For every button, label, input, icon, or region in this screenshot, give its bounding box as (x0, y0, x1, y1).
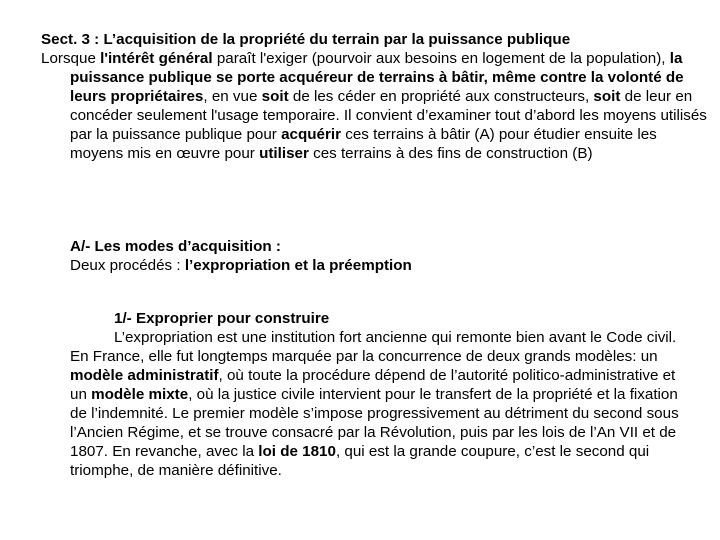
section-a-title (70, 237, 680, 256)
intro-text: ces terrains à bâtir (A) pour étudier ensuite les moyens mis en œuvre pour (70, 126, 657, 162)
section-a (70, 237, 680, 275)
subsection-1-emphasis: modèle administratif (70, 367, 219, 384)
intro-emphasis: soit (593, 88, 621, 105)
intro-text: ces terrains à des fins de construction (B) (308, 145, 593, 162)
section-a-line (70, 256, 680, 275)
section-a-emphasis: l’expropriation et la préemption (184, 257, 412, 274)
intro-paragraph (41, 49, 710, 163)
intro-text: , en vue (203, 88, 262, 105)
subsection-1-emphasis: modèle mixte (91, 386, 189, 403)
subsection-1-emphasis: loi de 1810 (258, 443, 336, 460)
intro-text: de les céder en propriété aux constructeurs, (288, 88, 594, 105)
intro-emphasis: l'intérêt général (100, 50, 213, 67)
subsection-1-text: , où toute la procédure dépend de l’autorité politico-administrative et un (70, 367, 676, 403)
section-a-text: Deux procédés : (70, 257, 185, 274)
section-a-title-text: A/- Les modes d’acquisition : (70, 238, 281, 255)
intro-text: paraît l'exiger (pourvoir aux besoins en logement de la population), (212, 50, 670, 67)
intro-text: Lorsque (41, 50, 101, 67)
intro-emphasis: utiliser (259, 145, 309, 162)
section-heading: Sect. 3 : L’acquisition de la propriété du terrain par la puissance publique (41, 31, 571, 48)
subsection-1-text: , où la justice civile intervient pour le transfert de la propriété et la fixation de l’indemnité. Le premier modèle s’impose progressivement au détriment du second sous l’Ancien Régime, et se trouve consacré par la Révolution, puis par les lois de l’An VII et de 1807. En revanche, avec la (70, 386, 679, 460)
subsection-1-body (70, 328, 690, 480)
subsection-1-text: L’expropriation est une institution fort ancienne qui remonte bien avant le Code civil. En France, elle fut longtemps marquée par la concurrence de deux grands modèles: un (70, 329, 677, 365)
subsection-1-text: , qui est la grande coupure, c’est le second qui triomphe, de manière définitive. (70, 443, 650, 479)
intro-emphasis: soit (261, 88, 289, 105)
intro-text: de leur en concéder seulement l'usage temporaire. Il convient d’examiner tout d’abord les moyens utilisés par la puissance publique pour (70, 88, 707, 143)
intro-emphasis: acquérir (281, 126, 342, 143)
subsection-1-title: 1/- Exproprier pour construire (114, 310, 330, 327)
subsection-1 (70, 309, 690, 480)
intro-emphasis: la puissance publique se porte acquéreur de terrains à bâtir, même contre la volonté de leurs propriétaires (70, 50, 684, 105)
